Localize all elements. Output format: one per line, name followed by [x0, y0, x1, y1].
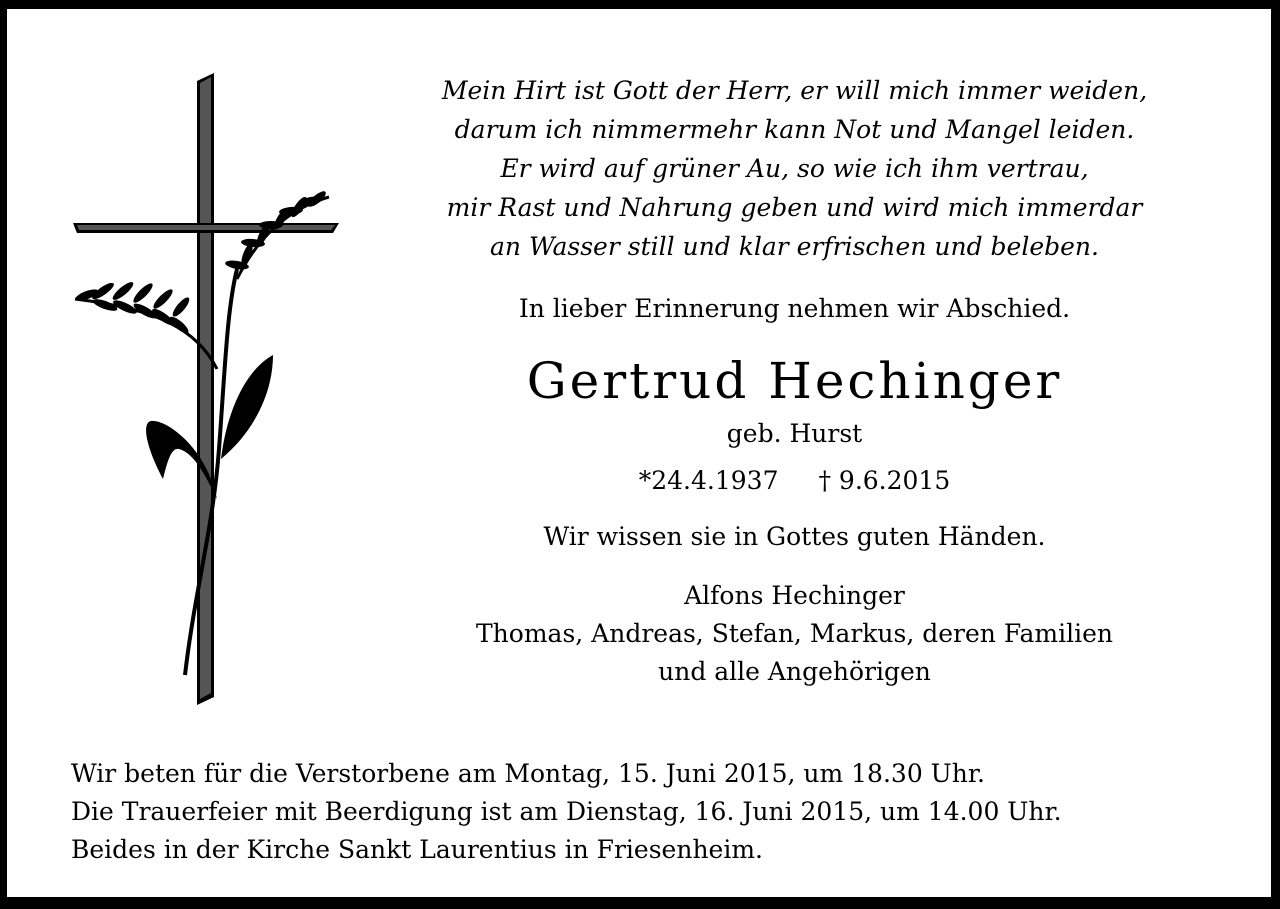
- life-dates: [407, 464, 1182, 498]
- mourner-line: und alle Angehörigen: [658, 657, 931, 686]
- service-line: Die Trauerfeier mit Beerdigung ist am Dienstag, 16. Juni 2015, um 14.00 Uhr.: [71, 797, 1062, 826]
- faith-line: Wir wissen sie in Gottes guten Händen.: [543, 522, 1046, 551]
- birth-date: *24.4.1937: [638, 466, 779, 495]
- service-line: Beides in der Kirche Sankt Laurentius in Friesenheim.: [71, 835, 763, 864]
- mourner-line: Thomas, Andreas, Stefan, Markus, deren Familien: [476, 619, 1113, 648]
- psalm-line: Mein Hirt ist Gott der Herr, er will mich immer weiden,: [441, 76, 1148, 105]
- psalm-verse: [407, 71, 1182, 266]
- psalm-line: an Wasser still und klar erfrischen und beleben.: [490, 232, 1099, 261]
- death-date: † 9.6.2015: [818, 466, 951, 495]
- psalm-line: darum ich nimmermehr kann Not und Mangel leiden.: [454, 115, 1135, 144]
- mourner-line: Alfons Hechinger: [684, 581, 905, 610]
- psalm-line: Er wird auf grüner Au, so wie ich ihm vertrau,: [500, 154, 1089, 183]
- birth-name: geb. Hurst: [726, 419, 863, 448]
- psalm-line: mir Rast und Nahrung geben und wird mich immerdar: [446, 193, 1143, 222]
- service-details: [71, 755, 1221, 869]
- service-line: Wir beten für die Verstorbene am Montag, 15. Juni 2015, um 18.30 Uhr.: [71, 759, 985, 788]
- farewell-line: In lieber Erinnerung nehmen wir Abschied.: [518, 294, 1071, 323]
- deceased-name: Gertrud Hechinger: [526, 352, 1063, 410]
- cross-with-wheat-icon: [67, 69, 347, 709]
- mourners: [407, 577, 1182, 691]
